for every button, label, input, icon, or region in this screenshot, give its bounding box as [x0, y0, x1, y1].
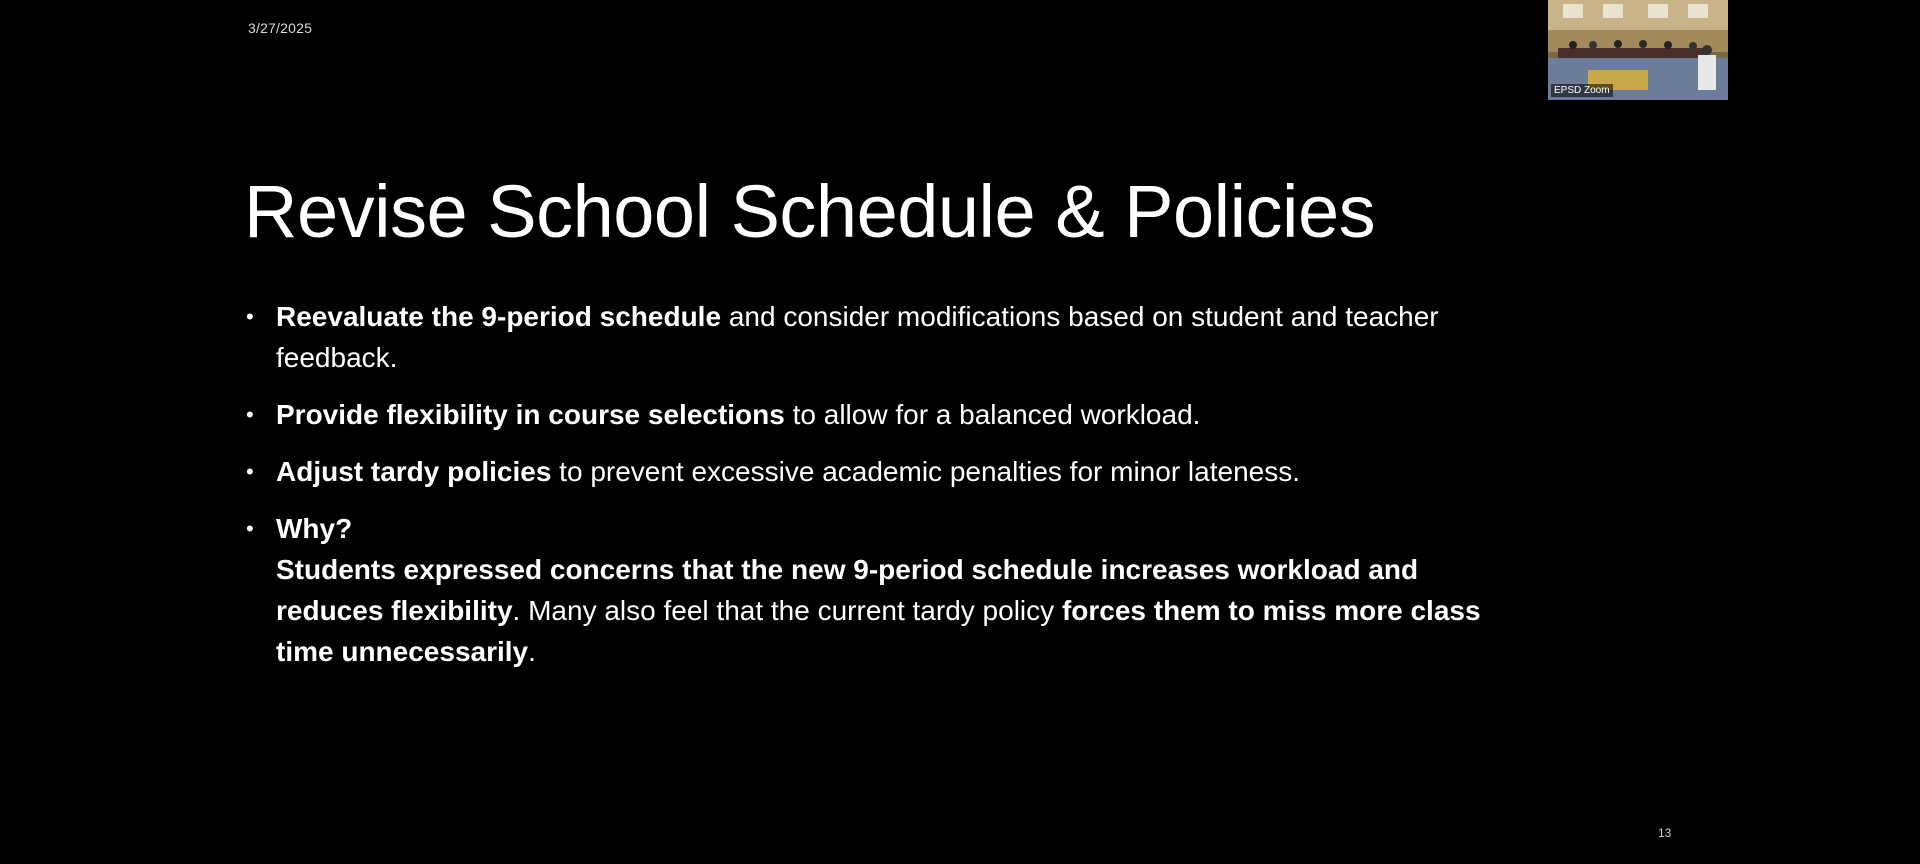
slide-title: Revise School Schedule & Policies: [244, 170, 1376, 253]
bullet-dot-icon: •: [246, 516, 254, 541]
bullet-item: [246, 296, 1486, 378]
bullet-bold-text: Reevaluate the 9-period schedule: [276, 301, 722, 332]
bullet-dot-icon: •: [246, 459, 254, 484]
bullet-text: to allow for a balanced workload.: [784, 399, 1201, 430]
bullet-text: . Many also feel that the current tardy policy: [512, 595, 1062, 626]
bullet-text: to prevent excessive academic penalties for minor lateness.: [551, 456, 1300, 487]
page-number: 13: [1658, 826, 1672, 840]
bullet-item: [246, 394, 1486, 435]
bullet-list: [246, 296, 1486, 688]
bullet-bold-text: Why?: [276, 513, 353, 544]
bullet-text: and consider modifications based on student and teacher feedback.: [276, 301, 1439, 373]
bullet-bold-text: forces them to miss more class time unnecessarily: [276, 595, 1481, 667]
bullet-bold-text: Adjust tardy policies: [276, 456, 552, 487]
zoom-video-thumbnail[interactable]: [1548, 0, 1728, 100]
bullet-text: .: [528, 636, 536, 667]
zoom-video-label: EPSD Zoom: [1551, 84, 1613, 97]
slide-date: 3/27/2025: [248, 20, 313, 36]
bullet-bold-text: Provide flexibility in course selections: [276, 399, 785, 430]
bullet-bold-text: Students expressed concerns that the new 9-period schedule increases workload and reduces flexibility: [276, 554, 1419, 626]
bullet-dot-icon: •: [246, 402, 254, 427]
bullet-dot-icon: •: [246, 304, 254, 329]
bullet-item-why: [246, 508, 1486, 672]
bullet-item: [246, 451, 1486, 492]
